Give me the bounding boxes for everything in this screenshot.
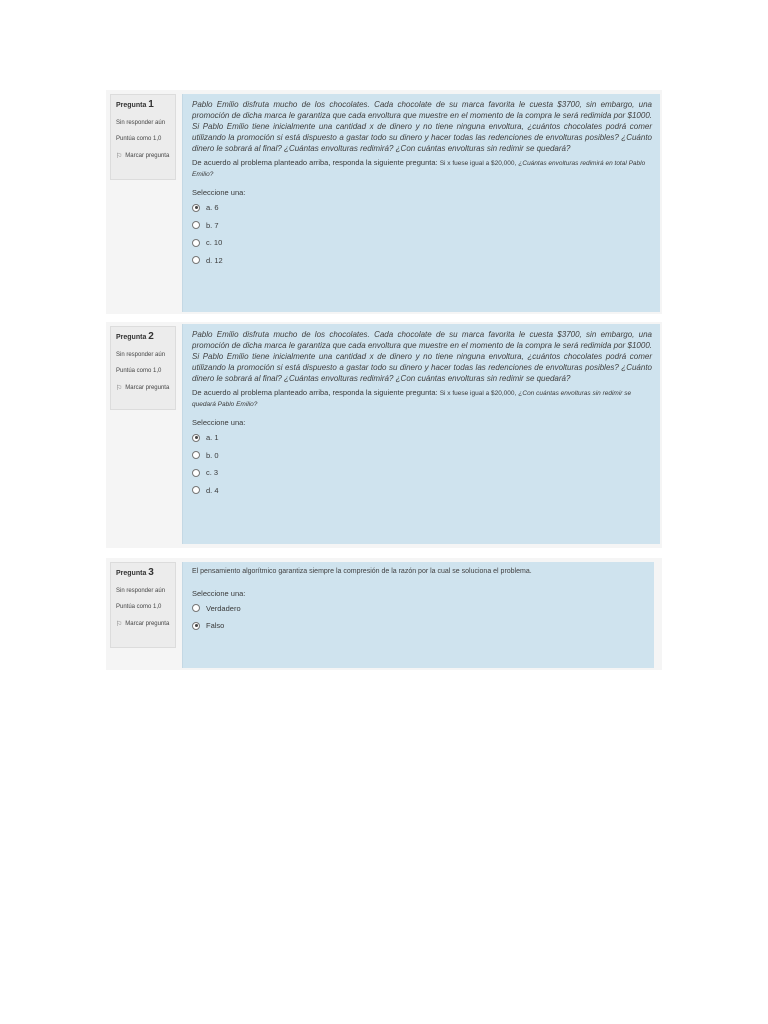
answer-option[interactable]: c. 3	[192, 464, 652, 482]
flag-icon: ⚐	[116, 152, 123, 160]
radio-icon[interactable]	[192, 451, 200, 459]
question-content-1	[182, 94, 660, 312]
question-stem: El pensamiento algorítmico garantiza siempre la compresión de la razón por la cual se soluciona el problema.	[192, 568, 532, 575]
select-one-label: Seleccione una:	[192, 588, 246, 598]
flag-label: Marcar pregunta	[125, 384, 170, 391]
flag-icon: ⚐	[116, 620, 123, 628]
flag-question-link[interactable]	[116, 385, 170, 393]
answer-option[interactable]: Verdadero	[192, 600, 646, 618]
flag-question-link[interactable]	[116, 153, 170, 161]
question-points: Puntúa como 1,0	[116, 136, 162, 142]
answer-option[interactable]: Falso	[192, 617, 646, 635]
question-status: Sin responder aún	[116, 119, 166, 126]
flag-label: Marcar pregunta	[125, 620, 170, 627]
question-info-2	[110, 326, 176, 410]
radio-icon[interactable]	[192, 256, 200, 264]
question-number: Pregunta 1	[116, 99, 154, 110]
answer-option[interactable]: b. 7	[192, 216, 652, 234]
flag-label: Marcar pregunta	[125, 152, 170, 159]
question-info-1	[110, 94, 176, 180]
question-prompt: De acuerdo al problema planteado arriba, responda la siguiente pregunta: Si x fuese igual a $20,000, ¿Cuántas envolturas redimirá en total Pablo Emilio?	[192, 158, 646, 179]
question-status: Sin responder aún	[116, 351, 166, 358]
question-card-3	[106, 558, 662, 670]
select-one-label: Seleccione una:	[192, 187, 246, 197]
answer-option[interactable]: a. 6	[192, 199, 652, 217]
question-points: Puntúa como 1,0	[116, 604, 162, 610]
flag-question-link[interactable]	[116, 621, 170, 629]
question-card-2	[106, 322, 662, 548]
select-one-label: Seleccione una:	[192, 417, 246, 427]
question-points: Puntúa como 1,0	[116, 368, 162, 374]
answer-option[interactable]: d. 4	[192, 481, 652, 499]
question-status: Sin responder aún	[116, 587, 166, 594]
question-info-3	[110, 562, 176, 648]
answer-option[interactable]: d. 12	[192, 251, 652, 269]
radio-selected-icon[interactable]	[192, 622, 200, 630]
radio-icon[interactable]	[192, 604, 200, 612]
answer-option[interactable]: a. 1	[192, 429, 652, 447]
radio-selected-icon[interactable]	[192, 434, 200, 442]
question-stem: Pablo Emilio disfruta mucho de los chocolates. Cada chocolate de su marca favorita le cuesta $3700, sin embargo, una promoción de dicha marca le garantiza que cada envoltura que muestre en el momento de la compra le será redimida por $1000. Si Pablo Emilio tiene inicialmente una cantidad x de dinero y no tiene ninguna envoltura, ¿cuántos chocolates podrá comer utilizando la promoción si está dispuesto a gastar todo su dinero y hacer todas las redenciones de envolturas posibles? ¿Cuánto dinero le sobrará al final? ¿Cuántas envolturas redimirá? ¿Con cuántas envolturas sin redimir se quedará?	[192, 330, 652, 384]
flag-icon: ⚐	[116, 384, 123, 392]
question-content-3	[182, 562, 654, 668]
question-prompt: De acuerdo al problema planteado arriba, responda la siguiente pregunta: Si x fuese igual a $20,000, ¿Con cuántas envolturas sin redimir se quedará Pablo Emilio?	[192, 388, 632, 409]
question-number: Pregunta 3	[116, 567, 154, 578]
answer-option[interactable]: c. 10	[192, 234, 652, 252]
radio-icon[interactable]	[192, 486, 200, 494]
question-content-2	[182, 324, 660, 544]
question-stem: Pablo Emilio disfruta mucho de los chocolates. Cada chocolate de su marca favorita le cuesta $3700, sin embargo, una promoción de dicha marca le garantiza que cada envoltura que muestre en el momento de la compra le será redimida por $1000. Si Pablo Emilio tiene inicialmente una cantidad x de dinero y no tiene ninguna envoltura, ¿cuántos chocolates podrá comer utilizando la promoción si está dispuesto a gastar todo su dinero y hacer todas las redenciones de envolturas posibles? ¿Cuánto dinero le sobrará al final? ¿Cuántas envolturas redimirá? ¿Con cuántas envolturas sin redimir se quedará?	[192, 100, 652, 154]
radio-icon[interactable]	[192, 469, 200, 477]
question-card-1	[106, 90, 662, 314]
radio-selected-icon[interactable]	[192, 204, 200, 212]
answer-option[interactable]: b. 0	[192, 446, 652, 464]
radio-icon[interactable]	[192, 221, 200, 229]
question-number: Pregunta 2	[116, 331, 154, 342]
radio-icon[interactable]	[192, 239, 200, 247]
